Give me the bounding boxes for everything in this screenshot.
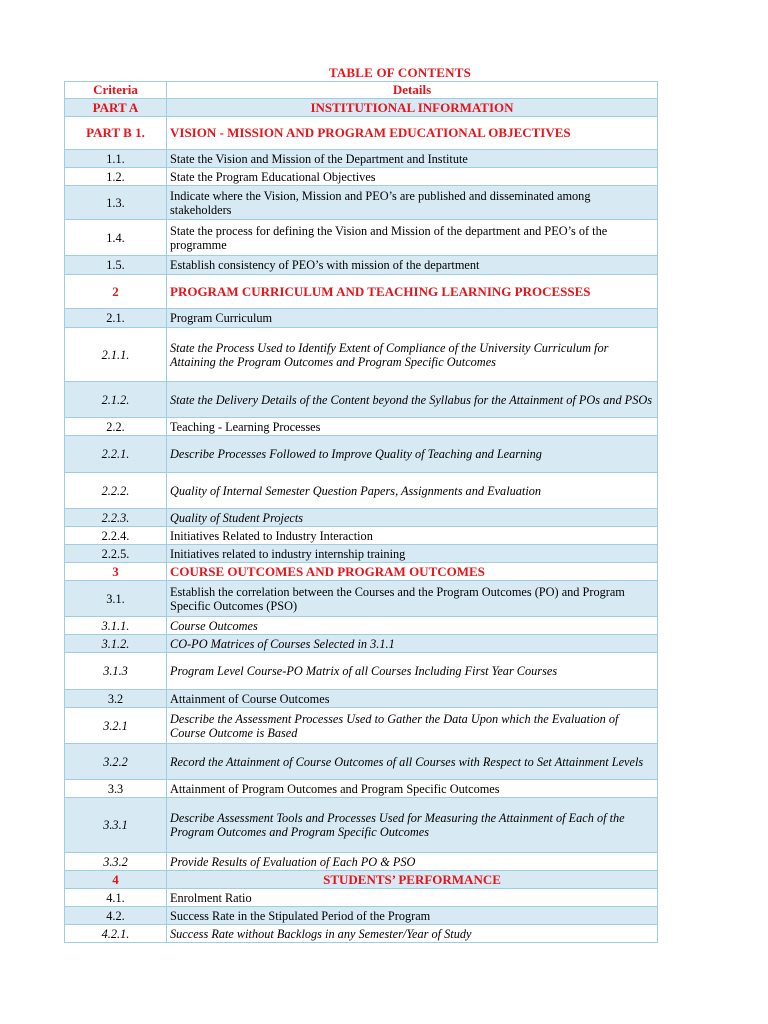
criteria-cell: 3.2.2 (65, 744, 167, 780)
table-row (65, 871, 658, 889)
table-row (65, 780, 658, 798)
details-cell: State the Program Educational Objectives (167, 168, 658, 186)
toc-table (64, 81, 658, 943)
criteria-cell: 4.2.1. (65, 925, 167, 943)
details-cell: Program Curriculum (167, 309, 658, 328)
criteria-cell: 3.1.1. (65, 617, 167, 635)
details-cell: Describe Processes Followed to Improve Quality of Teaching and Learning (167, 436, 658, 473)
header-details: Details (167, 82, 658, 99)
table-row (65, 545, 658, 563)
header-criteria: Criteria (65, 82, 167, 99)
table-row (65, 220, 658, 256)
criteria-cell: 4 (65, 871, 167, 889)
details-cell: State the Vision and Mission of the Department and Institute (167, 150, 658, 168)
table-row (65, 581, 658, 617)
criteria-cell: 2.2.3. (65, 509, 167, 527)
criteria-cell: 2.1.2. (65, 382, 167, 418)
details-cell: INSTITUTIONAL INFORMATION (167, 99, 658, 117)
details-cell: Attainment of Course Outcomes (167, 690, 658, 708)
details-cell: Record the Attainment of Course Outcomes of all Courses with Respect to Set Attainment Levels (167, 744, 658, 780)
details-cell: Teaching - Learning Processes (167, 418, 658, 436)
table-row (65, 418, 658, 436)
table-header-row (65, 82, 658, 99)
details-cell: State the Process Used to Identify Extent of Compliance of the University Curriculum for Attaining the Program Outcomes and Program Specific Outcomes (167, 328, 658, 382)
details-cell: Indicate where the Vision, Mission and PEO’s are published and disseminated among stakeholders (167, 186, 658, 220)
table-row (65, 653, 658, 690)
details-cell: PROGRAM CURRICULUM AND TEACHING LEARNING PROCESSES (167, 275, 658, 309)
table-row (65, 473, 658, 509)
table-row (65, 563, 658, 581)
details-cell: Establish the correlation between the Courses and the Program Outcomes (PO) and Program Specific Outcomes (PSO) (167, 581, 658, 617)
table-row (65, 907, 658, 925)
criteria-cell: 4.1. (65, 889, 167, 907)
criteria-cell: 3.1.2. (65, 635, 167, 653)
details-cell: Attainment of Program Outcomes and Program Specific Outcomes (167, 780, 658, 798)
table-row (65, 527, 658, 545)
table-row (65, 853, 658, 871)
criteria-cell: 2.2.2. (65, 473, 167, 509)
details-cell: Initiatives related to industry internship training (167, 545, 658, 563)
details-cell: State the process for defining the Vision and Mission of the department and PEO’s of the programme (167, 220, 658, 256)
details-cell: Success Rate in the Stipulated Period of the Program (167, 907, 658, 925)
table-row (65, 256, 658, 275)
criteria-cell: 3.3.2 (65, 853, 167, 871)
details-cell: Initiatives Related to Industry Interaction (167, 527, 658, 545)
details-cell: CO-PO Matrices of Courses Selected in 3.1.1 (167, 635, 658, 653)
table-row (65, 635, 658, 653)
criteria-cell: 2.2.1. (65, 436, 167, 473)
details-cell: STUDENTS’ PERFORMANCE (167, 871, 658, 889)
criteria-cell: 1.5. (65, 256, 167, 275)
details-cell: Establish consistency of PEO’s with mission of the department (167, 256, 658, 275)
details-cell: Program Level Course-PO Matrix of all Courses Including First Year Courses (167, 653, 658, 690)
criteria-cell: 4.2. (65, 907, 167, 925)
table-row (65, 275, 658, 309)
details-cell: Course Outcomes (167, 617, 658, 635)
criteria-cell: 3.2.1 (65, 708, 167, 744)
criteria-cell: 3.1.3 (65, 653, 167, 690)
table-row (65, 186, 658, 220)
criteria-cell: 2.1. (65, 309, 167, 328)
criteria-cell: 3.2 (65, 690, 167, 708)
criteria-cell: PART B 1. (65, 117, 167, 150)
criteria-cell: 2 (65, 275, 167, 309)
criteria-cell: 3.1. (65, 581, 167, 617)
criteria-cell: 1.4. (65, 220, 167, 256)
table-row (65, 509, 658, 527)
criteria-cell: 1.2. (65, 168, 167, 186)
criteria-cell: 2.2.5. (65, 545, 167, 563)
details-cell: State the Delivery Details of the Content beyond the Syllabus for the Attainment of POs and PSOs (167, 382, 658, 418)
table-row (65, 889, 658, 907)
details-cell: Quality of Internal Semester Question Papers, Assignments and Evaluation (167, 473, 658, 509)
table-row (65, 328, 658, 382)
details-cell: Success Rate without Backlogs in any Semester/Year of Study (167, 925, 658, 943)
criteria-cell: 1.3. (65, 186, 167, 220)
table-row (65, 117, 658, 150)
details-cell: VISION - MISSION AND PROGRAM EDUCATIONAL OBJECTIVES (167, 117, 658, 150)
details-cell: Provide Results of Evaluation of Each PO & PSO (167, 853, 658, 871)
criteria-cell: 1.1. (65, 150, 167, 168)
criteria-cell: 2.2. (65, 418, 167, 436)
table-row (65, 168, 658, 186)
criteria-cell: 3.3 (65, 780, 167, 798)
table-row (65, 925, 658, 943)
table-row (65, 99, 658, 117)
table-row (65, 150, 658, 168)
table-row (65, 617, 658, 635)
table-row (65, 382, 658, 418)
table-row (65, 798, 658, 853)
details-cell: Describe the Assessment Processes Used to Gather the Data Upon which the Evaluation of Course Outcome is Based (167, 708, 658, 744)
criteria-cell: 2.1.1. (65, 328, 167, 382)
criteria-cell: 3.3.1 (65, 798, 167, 853)
details-cell: Quality of Student Projects (167, 509, 658, 527)
criteria-cell: PART A (65, 99, 167, 117)
table-row (65, 690, 658, 708)
details-cell: Enrolment Ratio (167, 889, 658, 907)
table-row (65, 708, 658, 744)
page-title: TABLE OF CONTENTS (328, 65, 472, 80)
criteria-cell: 2.2.4. (65, 527, 167, 545)
criteria-cell: 3 (65, 563, 167, 581)
details-cell: COURSE OUTCOMES AND PROGRAM OUTCOMES (167, 563, 658, 581)
table-row (65, 744, 658, 780)
table-row (65, 309, 658, 328)
details-cell: Describe Assessment Tools and Processes Used for Measuring the Attainment of Each of the Program Outcomes and Program Specific Outcomes (167, 798, 658, 853)
table-row (65, 436, 658, 473)
